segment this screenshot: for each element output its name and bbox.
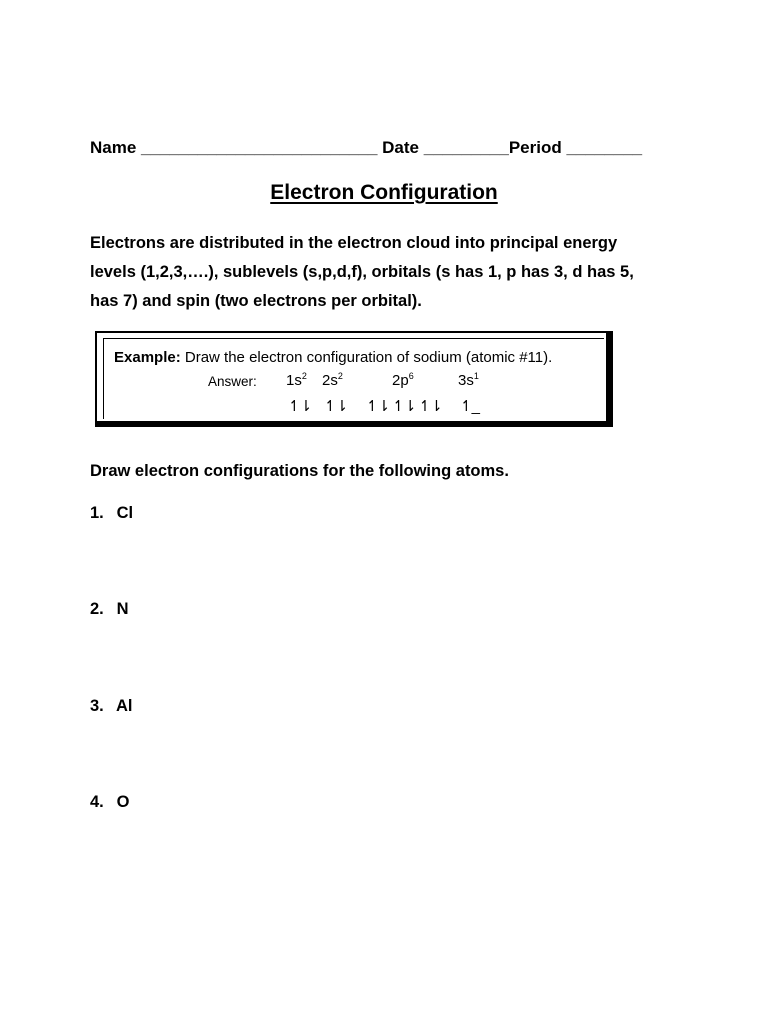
orbital-1s: $1s^2$ [286,371,307,389]
question-atom: O [116,793,130,811]
example-question-text: Draw the electron configuration of sodium (atomic #11). [184,349,553,366]
name-blank: _________________________ [141,138,378,157]
question-number: 3. [90,697,104,715]
example-box [95,331,613,427]
question-atom: Cl [116,504,134,522]
orbital-2p: $2p^6$ [392,371,414,389]
question-item [90,697,132,716]
date-label: Date [382,138,420,157]
orbital-2s: $2s^2$ [322,371,343,389]
example-label: Example: [114,349,181,366]
intro-line-3: has 7) and spin (two electrons per orbital). [90,292,422,310]
instruction-text: Draw electron configurations for the following atoms. [90,462,509,480]
period-label: Period [508,138,562,157]
question-number: 2. [90,600,104,618]
question-atom: N [116,600,129,618]
period-blank: ________ [566,138,643,157]
question-item [90,504,133,523]
arrows-1s: ↿⇂ [288,398,312,415]
arrows-2p: ↿⇂ ↿⇂ ↿⇂ [366,398,442,415]
example-question [114,349,552,366]
page-title: Electron Configuration [270,181,498,204]
question-number: 1. [90,504,104,522]
question-item [90,600,129,619]
date-blank: _________ [423,138,509,157]
name-label: Name [90,138,137,157]
question-item [90,793,129,812]
student-info-line [90,138,642,158]
arrows-2s: ↿⇂ [324,398,348,415]
intro-line-2: levels (1,2,3,….), sublevels (s,p,d,f), orbitals (s has 1, p has 3, d has 5, [90,263,634,281]
orbital-3s: $3s^1$ [458,371,479,389]
question-atom: Al [115,697,133,715]
intro-paragraph [90,229,670,316]
intro-line-1: Electrons are distributed in the electron cloud into principal energy [90,234,618,252]
example-inner-frame [103,338,604,419]
arrows-3s: ↿_ [460,398,479,415]
answer-label: Answer: [208,374,257,389]
question-number: 4. [90,793,104,811]
